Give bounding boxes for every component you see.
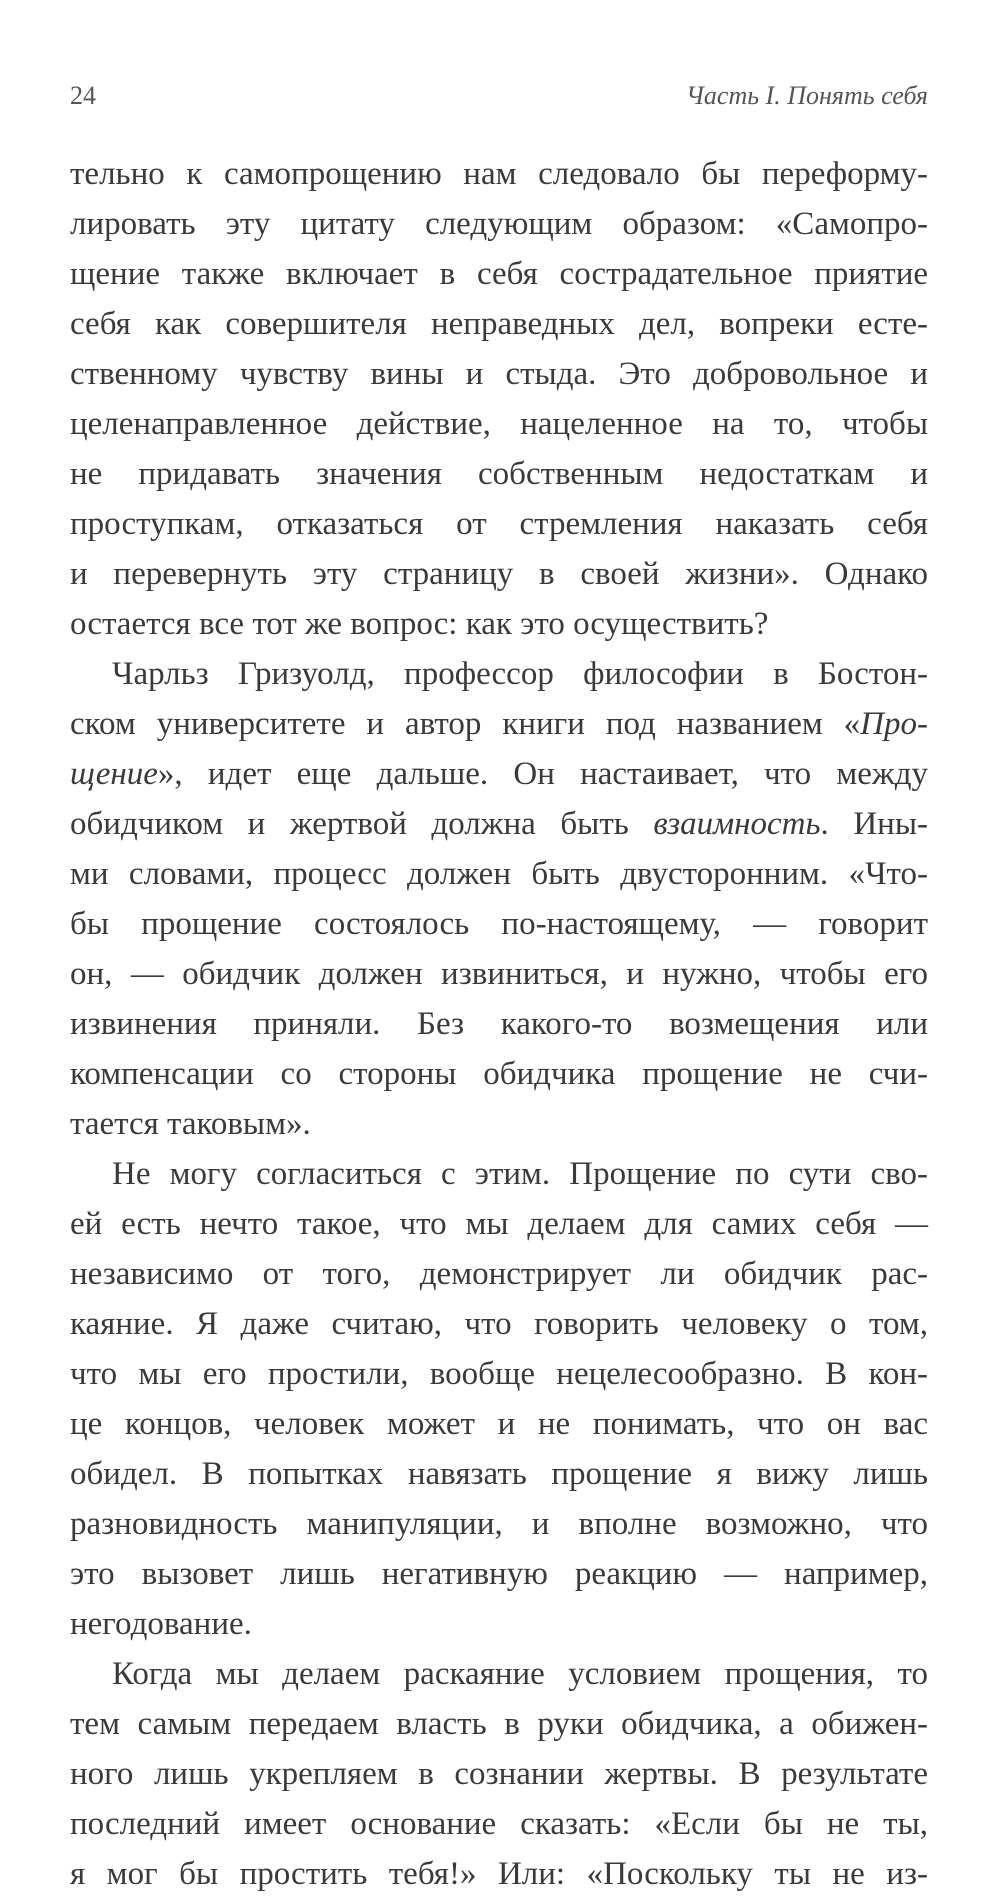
text-line: что мы его простили, вообще нецелесообразно. В кон- xyxy=(70,1356,928,1392)
text-line: компенсации со стороны обидчика прощение не счи- xyxy=(70,1056,928,1092)
book-title-fragment: щение xyxy=(70,756,158,792)
text-line: Когда мы делаем раскаяние условием прощения, то xyxy=(112,1656,928,1692)
text-line: ного лишь укрепляем в сознании жертвы. В результате xyxy=(70,1756,928,1792)
text-line: бы прощение состоялось по-настоящему, — говорит xyxy=(70,906,928,942)
text-line: тается таковым». xyxy=(70,1106,311,1142)
text-line: проступкам, отказаться от стремления наказать себя xyxy=(70,506,928,542)
text-line: ственному чувству вины и стыда. Это добровольное и xyxy=(70,356,928,392)
text-line: негодование. xyxy=(70,1606,252,1642)
text-line xyxy=(70,699,928,749)
text-line: целенаправленное действие, нацеленное на то, чтобы xyxy=(70,406,928,442)
text-line: последний имеет основание сказать: «Если бы не ты, xyxy=(70,1806,928,1842)
text-fragment: обидчиком и жертвой должна быть xyxy=(70,806,654,842)
text-line: тельно к самопрощению нам следовало бы переформу- xyxy=(70,156,928,192)
running-head xyxy=(70,76,928,116)
text-line: это вызовет лишь негативную реакцию — например, xyxy=(70,1556,928,1592)
text-line: каяние. Я даже считаю, что говорить человеку о том, xyxy=(70,1306,928,1342)
text-line: Не могу согласиться с этим. Прощение по сути сво- xyxy=(112,1156,928,1192)
page-number: 24 xyxy=(70,81,96,110)
text-line: разновидность манипуляции, и вполне возможно, что xyxy=(70,1506,928,1542)
text-line: Чарльз Гризуолд, профессор философии в Бостон- xyxy=(112,656,928,692)
text-line: лировать эту цитату следующим образом: «Самопро- xyxy=(70,206,928,242)
text-fragment: », идет еще дальше. Он настаивает, что между xyxy=(157,756,928,792)
chapter-title: Часть I. Понять себя xyxy=(686,81,928,110)
book-title-fragment: Про- xyxy=(860,706,928,742)
text-line: извинения приняли. Без какого-то возмещения или xyxy=(70,1006,928,1042)
text-line: независимо от того, демонстрирует ли обидчик рас- xyxy=(70,1256,928,1292)
text-line: ми словами, процесс должен быть двусторонним. «Что- xyxy=(70,856,928,892)
text-line: не придавать значения собственным недостаткам и xyxy=(70,456,928,492)
text-fragment: . Ины- xyxy=(820,806,928,842)
text-line: он, — обидчик должен извиниться, и нужно, чтобы его xyxy=(70,956,928,992)
text-line xyxy=(70,799,928,849)
body-text xyxy=(70,149,928,1899)
text-line: я мог бы простить тебя!» Или: «Поскольку ты не из- xyxy=(70,1856,928,1892)
text-line: це концов, человек может и не понимать, что он вас xyxy=(70,1406,928,1442)
text-line: обидел. В попытках навязать прощение я вижу лишь xyxy=(70,1456,928,1492)
text-line: ей есть нечто такое, что мы делаем для самих себя — xyxy=(70,1206,928,1242)
text-line: щение также включает в себя сострадательное приятие xyxy=(70,256,928,292)
text-fragment: ском университете и автор книги под названием « xyxy=(70,706,861,742)
text-line: остается все тот же вопрос: как это осуществить? xyxy=(70,606,769,642)
text-line: себя как совершителя неправедных дел, вопреки есте- xyxy=(70,306,928,342)
text-line xyxy=(70,749,928,799)
text-line: тем самым передаем власть в руки обидчика, а обижен- xyxy=(70,1706,928,1742)
text-line: и перевернуть эту страницу в своей жизни». Однако xyxy=(70,556,928,592)
emphasis-word: взаимность xyxy=(653,806,821,842)
